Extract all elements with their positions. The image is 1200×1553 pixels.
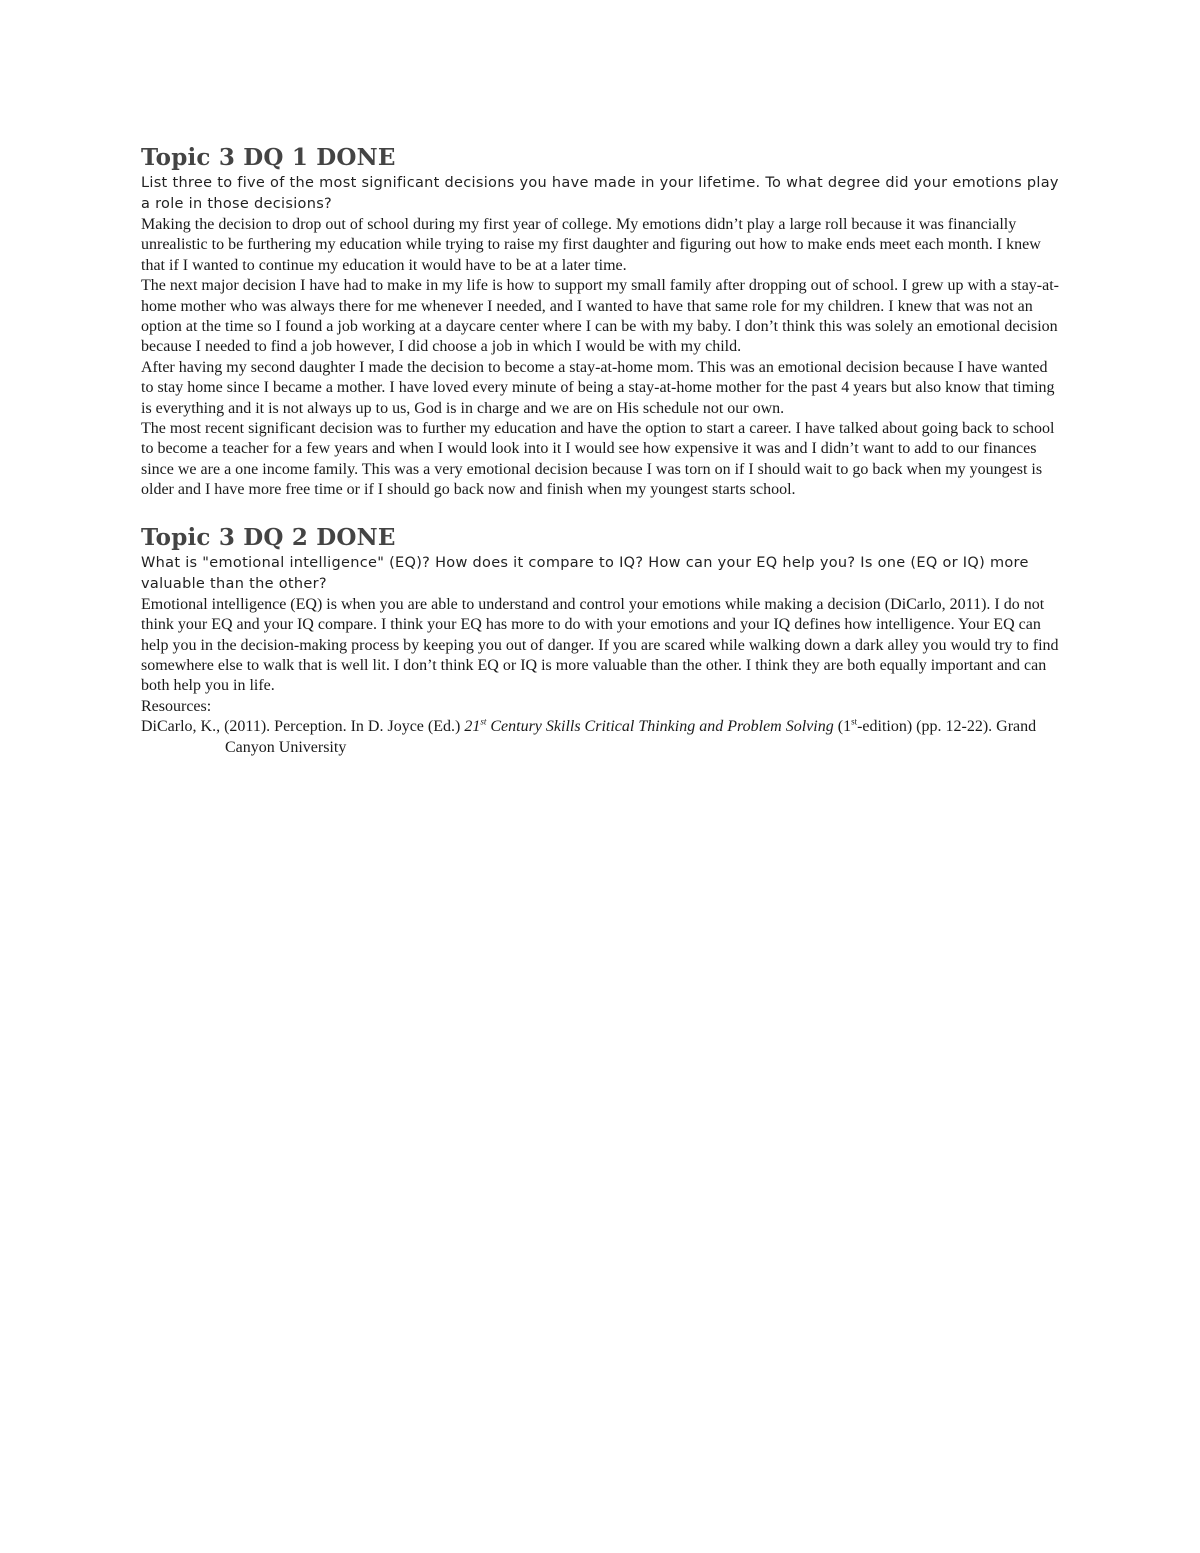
dq2-paragraph-1: Emotional intelligence (EQ) is when you are able to understand and control your emotions while making a decision (DiCarlo, 2011). I do not think your EQ and your IQ compare. I think your EQ has more to do with your emotions and your IQ defines how intelligence. Your EQ can help you in the decision-making process by keeping you out of danger. If you are scared while walking down a dark alley you would try to find somewhere else to walk that is well lit. I don’t think EQ or IQ is more valuable than the other. I think they are both equally important and can both help you in life.: [141, 595, 1059, 695]
citation-title-superscript: st: [480, 716, 487, 727]
dq1-paragraph-3: After having my second daughter I made the decision to become a stay-at-home mom. This was an emotional decision because I have wanted to stay home since I became a mother. I have loved every minute of being a stay-at-home mother for the past 4 years but also know that timing is everything and it is not always up to us, God is in charge and we are on His schedule not our own.: [141, 358, 1055, 417]
dq1-paragraph-1: Making the decision to drop out of school during my first year of college. My emotions didn’t play a large roll because it was financially unrealistic to be furthering my education while trying to raise my first daughter and figuring out how to make ends meet each month. I knew that if I wanted to continue my education it would have to be at a later time.: [141, 216, 1041, 274]
citation-edition-prefix: (1: [833, 718, 852, 736]
document-page: [141, 143, 1061, 758]
dq1-paragraph-4: The most recent significant decision was to further my education and have the option to start a career. I have talked about going back to school to become a teacher for a few years and when I would look into it I would see how expensive it was and I didn’t want to add to our finances since we are a one income family. This was a very emotional decision because I was torn on if I should wait to go back when my youngest is older and I have more free time or if I should go back now and finish when my youngest starts school.: [141, 420, 1055, 499]
citation-title-rest: Century Skills Critical Thinking and Problem Solving: [486, 718, 834, 736]
dq1-section: [141, 143, 1061, 501]
dq2-question: What is "emotional intelligence" (EQ)? How does it compare to IQ? How can your EQ help you? Is one (EQ or IQ) more valuable than the other?: [141, 554, 1029, 592]
citation-book-title: [464, 718, 833, 735]
citation-edition-superscript: st: [851, 716, 858, 727]
dq1-title: Topic 3 DQ 1 DONE: [141, 144, 396, 171]
dq1-question: List three to five of the most significant decisions you have made in your lifetime. To what degree did your emotions play a role in those decisions?: [141, 175, 1059, 212]
citation-suffix: -edition) (pp. 12-22). Grand Canyon University: [225, 718, 1037, 756]
citation-prefix: DiCarlo, K., (2011). Perception. In D. Joyce (Ed.): [141, 718, 465, 736]
dq2-title: Topic 3 DQ 2 DONE: [141, 523, 396, 551]
resources-label: Resources:: [141, 697, 212, 715]
dq1-paragraph-2: The next major decision I have had to make in my life is how to support my small family after dropping out of school. I grew up with a stay-at-home mother who was always there for me whenever I needed, and I wanted to have that same role for my children. I knew that was not an option at the time so I found a job working at a daycare center where I can be with my baby. I don’t think this was solely an emotional decision because I needed to find a job however, I did choose a job in which I would be with my child.: [141, 277, 1060, 356]
dq2-section: [141, 523, 1061, 758]
citation-title-number: 21: [464, 718, 481, 736]
reference-citation: [141, 717, 1061, 758]
